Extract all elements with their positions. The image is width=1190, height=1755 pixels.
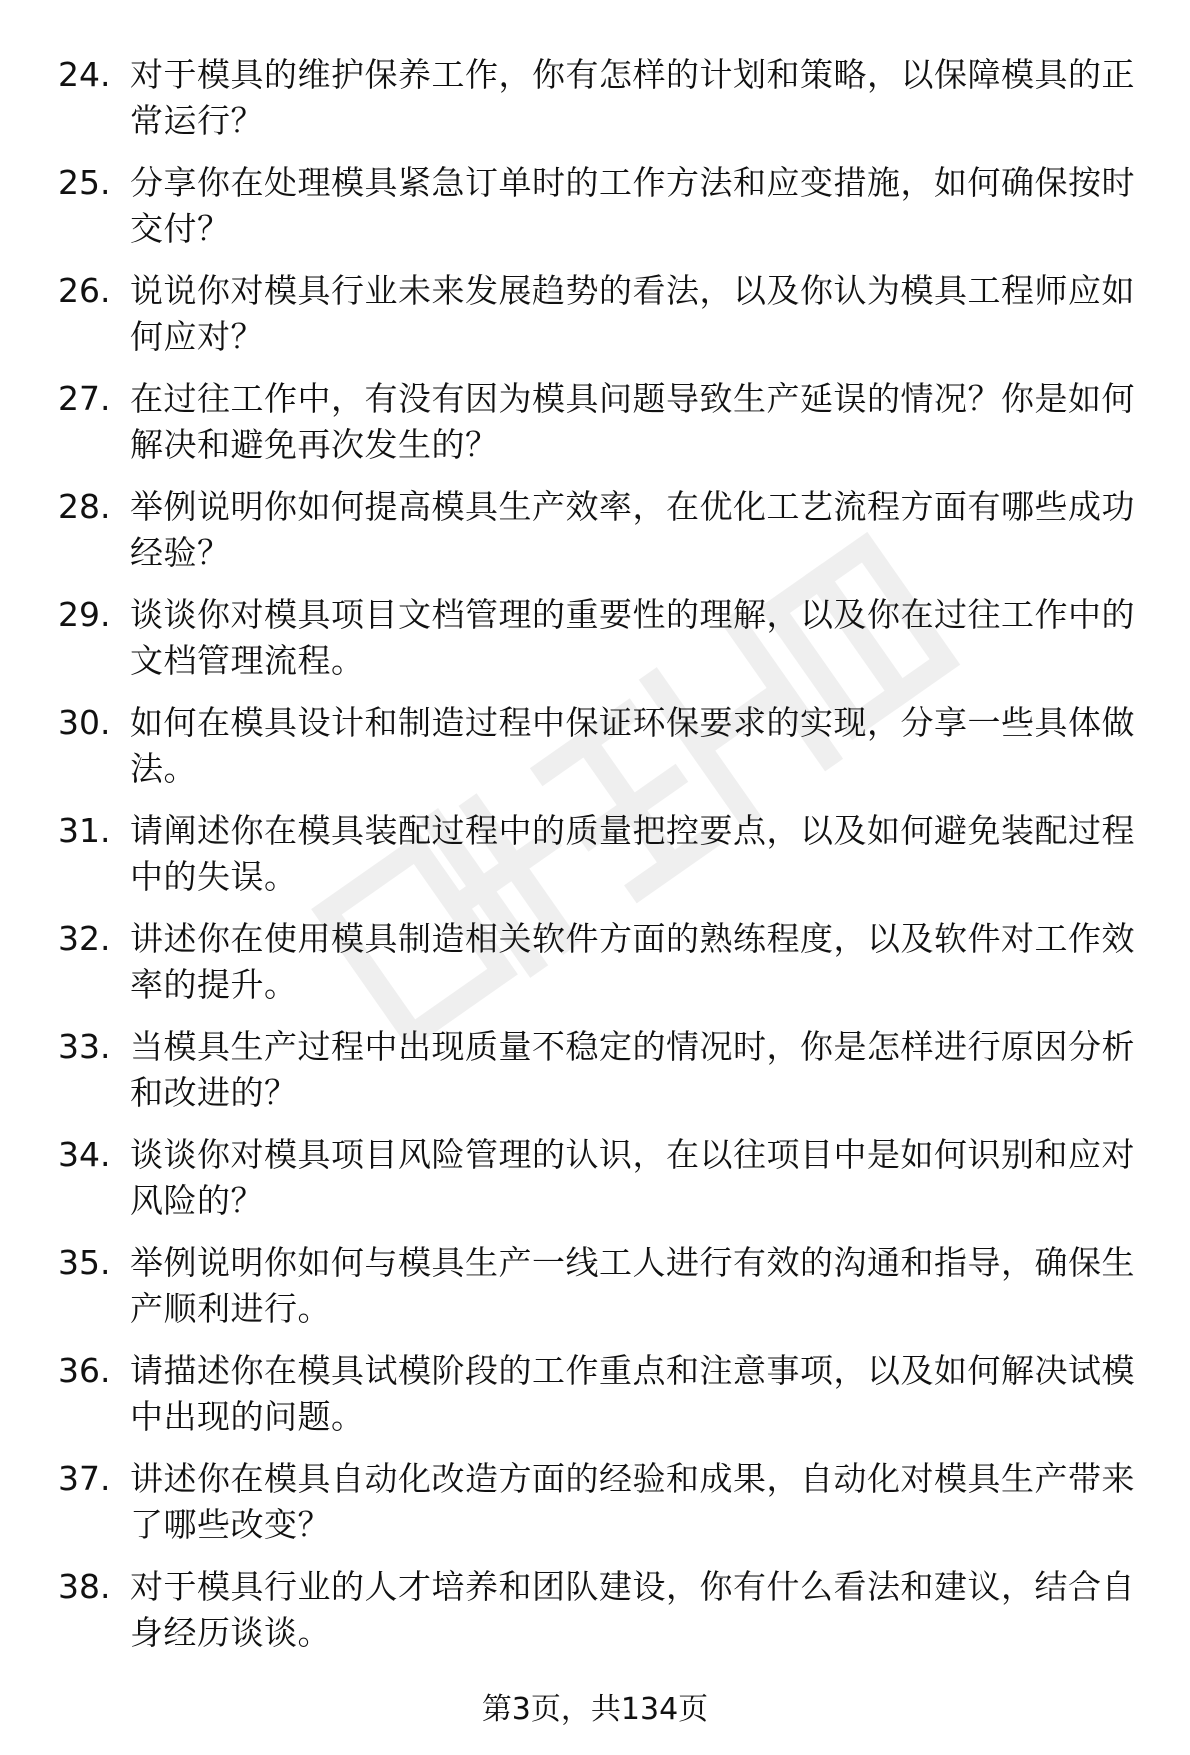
question-number: 35.	[58, 1243, 111, 1282]
question-item	[58, 592, 1148, 700]
question-number: 30.	[58, 703, 111, 742]
question-item	[58, 160, 1148, 268]
question-number: 38.	[58, 1567, 111, 1606]
question-text: 对于模具行业的人才培养和团队建设，你有什么看法和建议，结合自身经历谈谈。	[130, 1567, 1135, 1652]
question-item	[58, 916, 1148, 1024]
question-number: 32.	[58, 919, 111, 958]
question-text: 请描述你在模具试模阶段的工作重点和注意事项，以及如何解决试模中出现的问题。	[130, 1351, 1135, 1436]
question-text: 在过往工作中，有没有因为模具问题导致生产延误的情况？你是如何解决和避免再次发生的？	[130, 379, 1135, 464]
question-number: 36.	[58, 1351, 111, 1390]
question-text: 举例说明你如何与模具生产一线工人进行有效的沟通和指导，确保生产顺利进行。	[130, 1243, 1135, 1328]
question-text: 当模具生产过程中出现质量不稳定的情况时，你是怎样进行原因分析和改进的？	[130, 1027, 1135, 1112]
question-item	[58, 376, 1148, 484]
question-text: 讲述你在使用模具制造相关软件方面的熟练程度，以及软件对工作效率的提升。	[130, 919, 1135, 1004]
question-text: 谈谈你对模具项目文档管理的重要性的理解，以及你在过往工作中的文档管理流程。	[130, 595, 1135, 680]
question-number: 28.	[58, 487, 111, 526]
question-number: 34.	[58, 1135, 111, 1174]
question-list	[58, 52, 1148, 1672]
question-item	[58, 1564, 1148, 1672]
question-text: 讲述你在模具自动化改造方面的经验和成果，自动化对模具生产带来了哪些改变？	[130, 1459, 1135, 1544]
question-item	[58, 268, 1148, 376]
question-text: 请阐述你在模具装配过程中的质量把控要点，以及如何避免装配过程中的失误。	[130, 811, 1135, 896]
question-text: 说说你对模具行业未来发展趋势的看法，以及你认为模具工程师应如何应对？	[130, 271, 1135, 356]
question-item	[58, 484, 1148, 592]
question-item	[58, 700, 1148, 808]
question-text: 分享你在处理模具紧急订单时的工作方法和应变措施，如何确保按时交付？	[130, 163, 1135, 248]
question-item	[58, 808, 1148, 916]
page-footer: 第3页，共134页	[481, 1692, 709, 1727]
question-number: 33.	[58, 1027, 111, 1066]
question-number: 29.	[58, 595, 111, 634]
question-item	[58, 1132, 1148, 1240]
question-number: 27.	[58, 379, 111, 418]
question-item	[58, 1024, 1148, 1132]
question-number: 25.	[58, 163, 111, 202]
question-number: 31.	[58, 811, 111, 850]
question-number: 26.	[58, 271, 111, 310]
question-number: 24.	[58, 55, 111, 94]
question-text: 如何在模具设计和制造过程中保证环保要求的实现，分享一些具体做法。	[130, 703, 1135, 788]
question-text: 举例说明你如何提高模具生产效率，在优化工艺流程方面有哪些成功经验？	[130, 487, 1135, 572]
question-text: 谈谈你对模具项目风险管理的认识，在以往项目中是如何识别和应对风险的？	[130, 1135, 1135, 1220]
question-item	[58, 52, 1148, 160]
question-item	[58, 1348, 1148, 1456]
question-number: 37.	[58, 1459, 111, 1498]
question-item	[58, 1456, 1148, 1564]
question-item	[58, 1240, 1148, 1348]
question-text: 对于模具的维护保养工作，你有怎样的计划和策略，以保障模具的正常运行？	[130, 55, 1135, 140]
